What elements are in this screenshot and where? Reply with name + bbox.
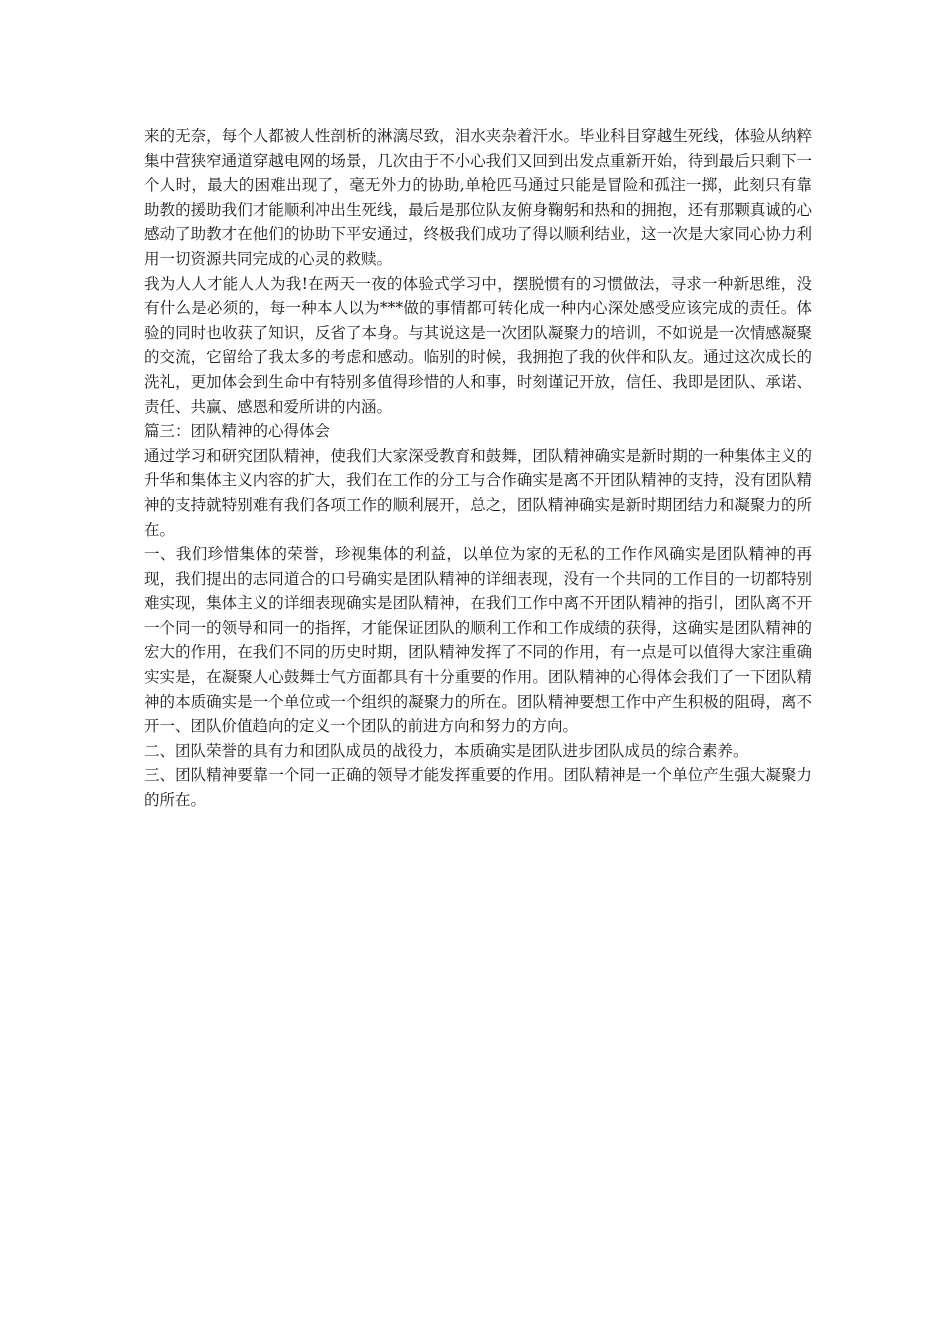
paragraph-3: 通过学习和研究团队精神，使我们大家深受教育和鼓舞，团队精神确实是新时期的一种集体主义的升华和集体主义内容的扩大，我们在工作的分工与合作确实是离不开团队精神的支持，没有团队精神的支持就特别难有我们各项工作的顺利展开，总之，团队精神确实是新时期团结力和凝聚力的所在。 <box>144 446 812 539</box>
paragraph-2: 我为人人才能人人为我!在两天一夜的体验式学习中，摆脱惯有的习惯做法，寻求一种新思维，没有什么是必须的，每一种本人以为***做的事情都可转化成一种内心深处感受应该完成的责任。体验的同时也收获了知识，反省了本身。与其说这是一次团队凝聚力的培训，不如说是一次情感凝聚的交流，它留给了我太多的考虑和感动。临别的时候，我拥抱了我的伙伴和队友。通过这次成长的洗礼，更加体会到生命中有特别多值得珍惜的人和事，时刻谨记开放，信任、我即是团队、承诺、责任、共赢、感恩和爱所讲的内涵。 <box>144 274 812 416</box>
paragraph-6: 三、团队精神要靠一个同一正确的领导才能发挥重要的作用。团队精神是一个单位产生强大凝聚力的所在。 <box>144 766 812 810</box>
paragraph-4: 一、我们珍惜集体的荣誉，珍视集体的利益，以单位为家的无私的工作作风确实是团队精神的再现，我们提出的志同道合的口号确实是团队精神的详细表现，没有一个共同的工作目的一切都特别难实现，集体主义的详细表现确实是团队精神，在我们工作中离不开团队精神的指引，团队离不开一个同一的领导和同一的指挥，才能保证团队的顺利工作和工作成绩的获得，这确实是团队精神的宏大的作用，在我们不同的历史时期，团队精神发挥了不同的作用，有一点是可以值得大家注重确实实是，在凝聚人心鼓舞士气方面都具有十分重要的作用。团队精神的心得体会我们了一下团队精神的本质确实是一个单位或一个组织的凝聚力的所在。团队精神要想工作中产生积极的阻碍，离不开一、团队价值趋向的定义一个团队的前进方向和努力的方向。 <box>144 545 812 736</box>
paragraph-5: 二、团队荣誉的具有力和团队成员的战役力，本质确实是团队进步团队成员的综合素养。 <box>144 741 749 760</box>
section-heading: 篇三：团队精神的心得体会 <box>144 422 331 441</box>
document-body <box>144 124 812 813</box>
paragraph-1: 来的无奈，每个人都被人性剖析的淋漓尽致，泪水夹杂着汗水。毕业科目穿越生死线，体验从纳粹集中营狭窄通道穿越电网的场景，几次由于不小心我们又回到出发点重新开始，待到最后只剩下一个人时，最大的困难出现了，毫无外力的协助,单枪匹马通过只能是冒险和孤注一掷，此刻只有靠助教的援助我们才能顺利冲出生死线，最后是那位队友俯身鞠躬和热和的拥抱，还有那颗真诚的心感动了助教才在他们的协助下平安通过，终极我们成功了得以顺利结业，这一次是大家同心协力利用一切资源共同完成的心灵的救赎。 <box>144 127 812 268</box>
